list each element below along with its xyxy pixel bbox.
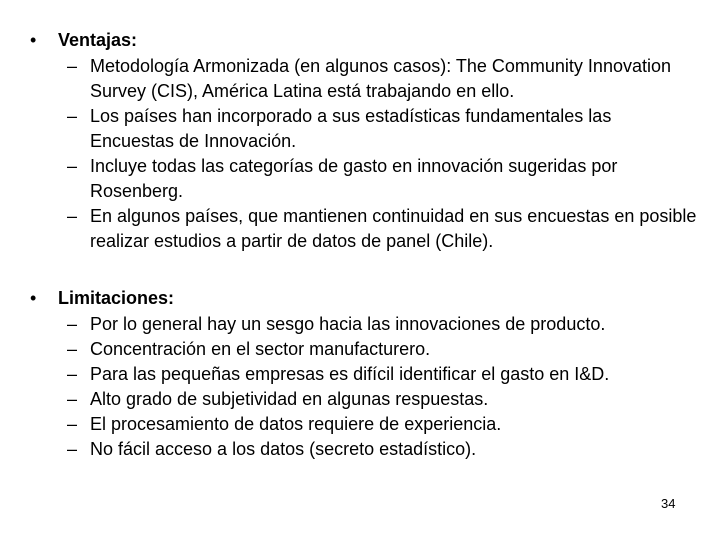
ventajas-section bbox=[0, 26, 720, 254]
page-number: 34 bbox=[661, 496, 676, 511]
ventajas-list bbox=[0, 54, 720, 254]
dash-icon: – bbox=[67, 314, 78, 334]
dash-icon: – bbox=[67, 106, 78, 126]
list-item-text: Por lo general hay un sesgo hacia las innovaciones de producto. bbox=[90, 314, 606, 334]
list-item bbox=[0, 54, 720, 104]
list-item-text: Incluye todas las categorías de gasto en innovación sugeridas por Rosenberg. bbox=[90, 156, 618, 201]
dash-icon: – bbox=[67, 56, 78, 76]
list-item bbox=[0, 104, 720, 154]
limitaciones-heading: Limitaciones: bbox=[58, 288, 175, 308]
list-item-text: Concentración en el sector manufacturero. bbox=[90, 339, 431, 359]
list-item bbox=[0, 362, 720, 387]
bullet-dot-icon: • bbox=[30, 288, 37, 308]
list-item bbox=[0, 312, 720, 337]
limitaciones-list bbox=[0, 312, 720, 462]
dash-icon: – bbox=[67, 414, 78, 434]
list-item bbox=[0, 412, 720, 437]
dash-icon: – bbox=[67, 439, 78, 459]
ventajas-bullet bbox=[0, 26, 720, 54]
list-item-text: En algunos países, que mantienen continuidad en sus encuestas en posible realizar estudios a partir de datos de panel (Chile). bbox=[90, 206, 697, 251]
dash-icon: – bbox=[67, 389, 78, 409]
list-item-text: Para las pequeñas empresas es difícil identificar el gasto en I&D. bbox=[90, 364, 610, 384]
limitaciones-section bbox=[0, 284, 720, 462]
bullet-dot-icon: • bbox=[30, 30, 37, 50]
ventajas-heading: Ventajas: bbox=[58, 30, 138, 50]
list-item bbox=[0, 437, 720, 462]
dash-icon: – bbox=[67, 206, 78, 226]
list-item-text: No fácil acceso a los datos (secreto estadístico). bbox=[90, 439, 477, 459]
dash-icon: – bbox=[67, 339, 78, 359]
dash-icon: – bbox=[67, 364, 78, 384]
list-item-text: El procesamiento de datos requiere de experiencia. bbox=[90, 414, 502, 434]
list-item bbox=[0, 337, 720, 362]
list-item bbox=[0, 387, 720, 412]
dash-icon: – bbox=[67, 156, 78, 176]
limitaciones-bullet bbox=[0, 284, 720, 312]
list-item bbox=[0, 204, 720, 254]
list-item-text: Los países han incorporado a sus estadísticas fundamentales las Encuestas de Innovación. bbox=[90, 106, 612, 151]
list-item bbox=[0, 154, 720, 204]
list-item-text: Metodología Armonizada (en algunos casos): The Community Innovation Survey (CIS), América Latina está trabajando en ello. bbox=[90, 56, 671, 101]
list-item-text: Alto grado de subjetividad en algunas respuestas. bbox=[90, 389, 489, 409]
